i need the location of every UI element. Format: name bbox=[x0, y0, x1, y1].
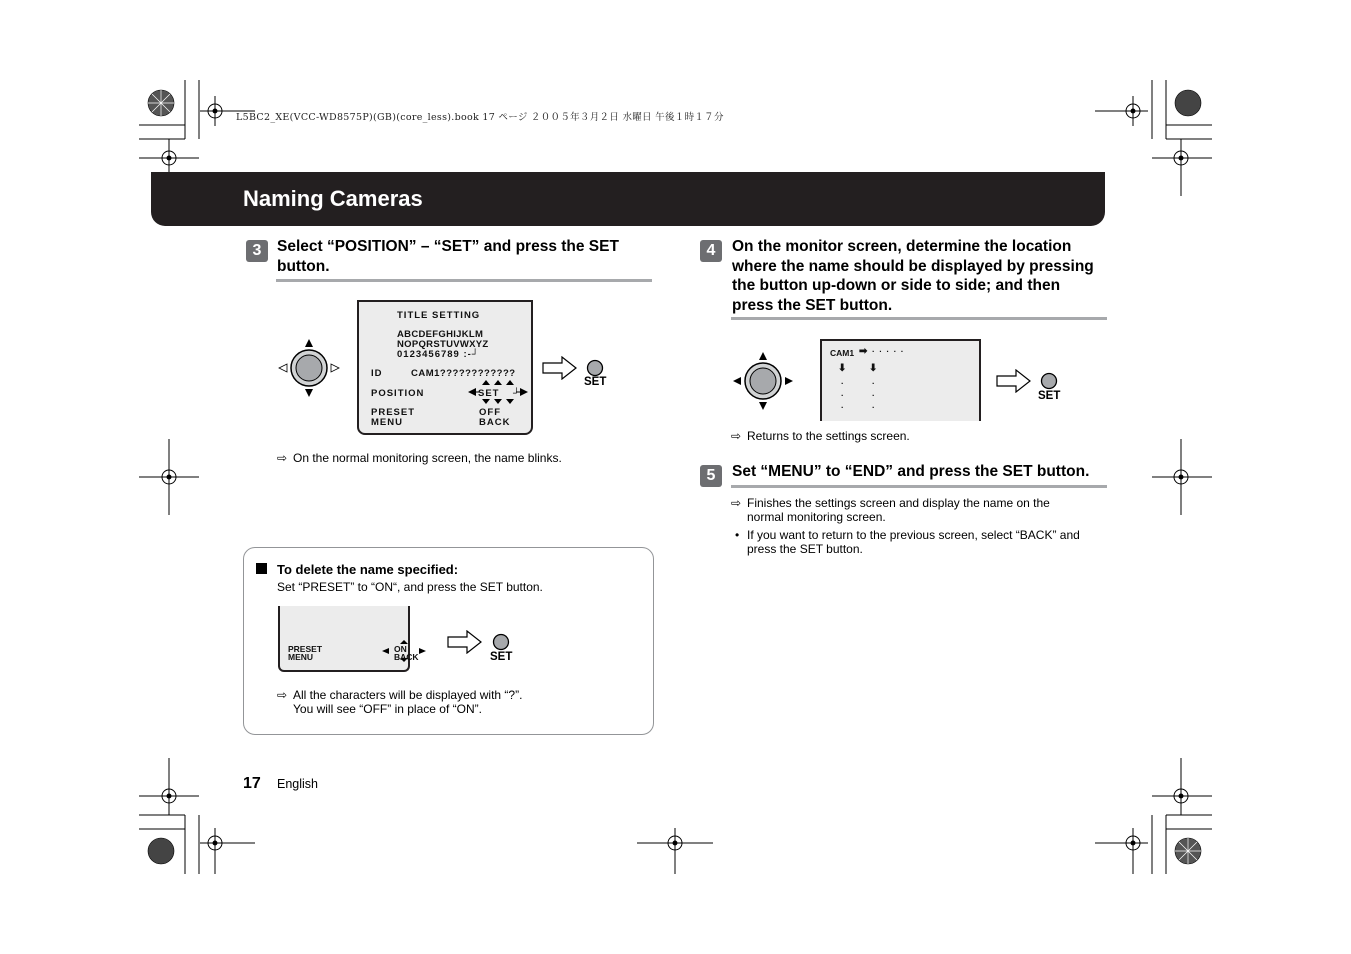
section-header bbox=[151, 172, 1105, 226]
dots-icon: · · · bbox=[872, 378, 875, 412]
osd-preset-label: PRESET bbox=[371, 407, 416, 418]
set-label: SET bbox=[584, 376, 607, 388]
language-label: English bbox=[277, 777, 318, 791]
down-arrow-icon: ⬇ bbox=[869, 363, 878, 374]
hollow-arrow-icon: ⇨ bbox=[731, 496, 742, 510]
dots-icon: · · · bbox=[841, 378, 844, 412]
osd-row2: NOPQRSTUVWXYZ bbox=[397, 339, 489, 350]
delete-name-box bbox=[243, 547, 654, 735]
osd-cam-label: CAM1 bbox=[830, 348, 855, 358]
step3-title-line2: button. bbox=[277, 257, 330, 275]
hollow-arrow-icon: ⇨ bbox=[731, 429, 742, 443]
right-arrow-icon: ➡ bbox=[859, 346, 868, 357]
step5-note bbox=[731, 496, 1050, 524]
step4-title bbox=[732, 237, 1094, 315]
osd-menu-value: BACK bbox=[479, 417, 511, 428]
step4-title-line4: press the SET button. bbox=[732, 296, 893, 314]
step-number-4: 4 bbox=[700, 240, 722, 262]
step4-note-text: Returns to the settings screen. bbox=[747, 429, 910, 443]
step-number-5: 5 bbox=[700, 465, 722, 487]
step5-note-line2: normal monitoring screen. bbox=[747, 510, 886, 524]
osd-preset-value: OFF bbox=[479, 407, 501, 418]
osd-dots: · · · · · bbox=[872, 346, 905, 356]
step4-rule bbox=[731, 317, 1107, 320]
hollow-arrow-icon: ⇨ bbox=[277, 451, 288, 465]
joystick-icon bbox=[277, 337, 341, 399]
step3-title bbox=[277, 237, 619, 276]
step5-bullet bbox=[731, 528, 1080, 556]
osd-menu-label: MENU bbox=[371, 417, 403, 428]
title-setting-screen bbox=[357, 300, 533, 435]
hollow-arrow-icon bbox=[996, 369, 1032, 393]
step3-rule bbox=[276, 279, 652, 282]
step4-title-line1: On the monitor screen, determine the location bbox=[732, 238, 1072, 255]
osd-preset-value: ON bbox=[394, 644, 407, 654]
set-button-icon bbox=[586, 359, 604, 377]
set-label: SET bbox=[490, 651, 513, 663]
set-button-icon bbox=[492, 633, 510, 651]
set-button-icon bbox=[1040, 372, 1058, 390]
delete-heading: To delete the name specified: bbox=[277, 562, 459, 577]
hollow-arrow-icon: ⇨ bbox=[277, 688, 288, 702]
step5-bullet-line1: If you want to return to the previous screen, select “BACK” and bbox=[747, 528, 1080, 542]
step4-note bbox=[731, 429, 910, 443]
delete-note-line2: You will see “OFF” in place of “ON”. bbox=[293, 702, 482, 716]
step3-note-text: On the normal monitoring screen, the name blinks. bbox=[293, 451, 562, 465]
page-title: Naming Cameras bbox=[243, 186, 423, 211]
step4-title-line3: the button up-down or side to side; and then bbox=[732, 277, 1061, 294]
set-label: SET bbox=[1038, 390, 1061, 402]
osd-row1: ABCDEFGHIJKLM bbox=[397, 329, 484, 340]
osd-position-value: SET bbox=[478, 388, 500, 399]
osd-position-extra: ┘ bbox=[513, 388, 521, 399]
step5-note-line1: Finishes the settings screen and display the name on the bbox=[747, 496, 1050, 510]
page-number: 17 bbox=[243, 775, 261, 792]
monitor-screen bbox=[820, 339, 981, 421]
step3-note bbox=[277, 451, 562, 465]
delete-instruction: Set “PRESET” to “ON“, and press the SET button. bbox=[277, 580, 543, 594]
down-arrow-icon: ⬇ bbox=[838, 363, 847, 374]
step5-title: Set “MENU” to “END” and press the SET button. bbox=[732, 463, 1090, 480]
preset-screen bbox=[278, 606, 419, 672]
osd-menu-label: MENU bbox=[288, 652, 314, 662]
delete-note bbox=[277, 688, 522, 716]
hollow-arrow-icon bbox=[542, 356, 578, 380]
osd-id-value: CAM1???????????? bbox=[411, 368, 516, 379]
osd-title: TITLE SETTING bbox=[397, 310, 481, 321]
step5-rule bbox=[731, 485, 1107, 488]
osd-menu-value: BACK bbox=[394, 652, 419, 662]
bullet-icon: • bbox=[735, 528, 740, 542]
joystick-icon bbox=[731, 350, 795, 412]
osd-row3: 0123456789 :-┘ bbox=[397, 349, 480, 360]
step5-bullet-line2: press the SET button. bbox=[747, 542, 863, 556]
delete-note-line1: All the characters will be displayed with “?”. bbox=[293, 688, 523, 702]
osd-position-label: POSITION bbox=[371, 388, 425, 399]
hollow-arrow-icon bbox=[447, 630, 483, 654]
step3-title-line1: Select “POSITION” – “SET” and press the SET bbox=[277, 238, 619, 255]
square-bullet-icon bbox=[256, 563, 267, 574]
step-number-3: 3 bbox=[246, 240, 268, 262]
osd-preset-label: PRESET bbox=[288, 644, 323, 654]
osd-id-label: ID bbox=[371, 368, 383, 379]
step4-title-line2: where the name should be displayed by pressing bbox=[732, 257, 1094, 275]
print-info: L5BC2_XE(VCC-WD8575P)(GB)(core_less).book 17 ページ ２００５年３月２日 水曜日 午後１時１７分 bbox=[236, 112, 724, 123]
